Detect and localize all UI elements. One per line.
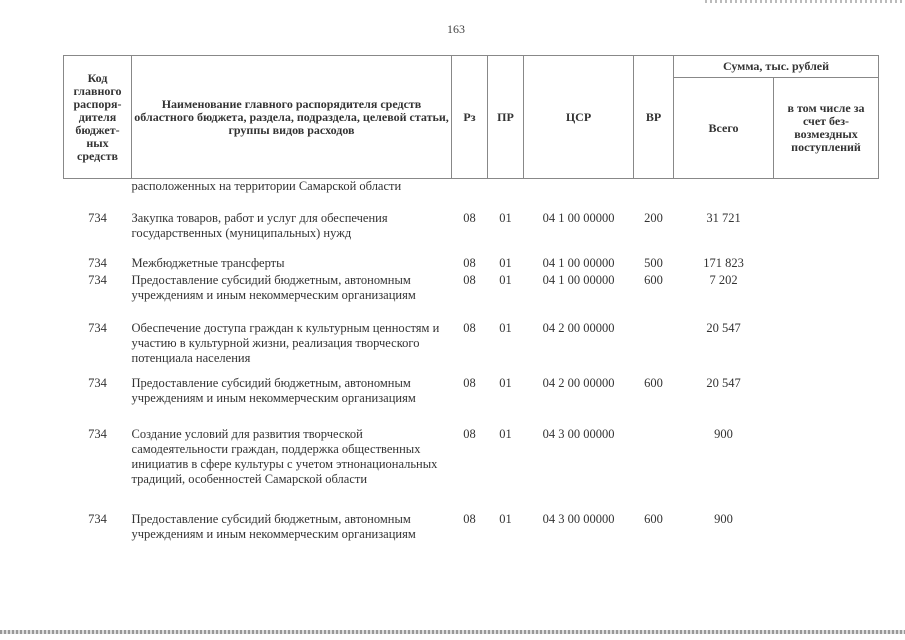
cell-csr: 04 1 00 00000 [542,210,615,225]
cell-rz: 08 [463,210,476,225]
budget-table [63,55,879,560]
cell-rz: 08 [463,511,476,526]
cell-vr: 200 [644,210,663,225]
table-row [64,179,879,211]
cell-rz [452,179,488,211]
cell-rz: 08 [463,375,476,390]
header-pr: ПР [488,56,524,179]
cell-grants [774,179,879,211]
table-row [64,273,879,321]
cell-code: 734 [88,272,107,287]
cell-name: Предоставление субсидий бюджетным, автономным учреждениям и иным некоммерческим организациям [131,375,416,405]
cell-pr: 01 [499,426,512,441]
cell-total: 31 721 [706,210,741,225]
cell-code: 734 [88,320,107,335]
cell-code: 734 [88,375,107,390]
cell-total: 900 [714,511,733,526]
cell-grants [774,273,879,321]
cell-csr: 04 1 00 00000 [542,255,615,270]
cell-csr: 04 3 00 00000 [542,426,615,441]
cell-code: 734 [88,426,107,441]
cell-name: Закупка товаров, работ и услуг для обеспечения государственных (муниципальных) нужд [131,210,388,240]
cell-csr [524,179,634,211]
cell-rz: 08 [463,255,476,270]
cell-csr: 04 3 00 00000 [542,511,615,526]
cell-total [674,179,774,211]
cell-total: 20 547 [706,375,741,390]
cell-vr [634,427,674,512]
cell-vr [634,179,674,211]
cell-vr: 600 [644,272,663,287]
header-rz: Рз [452,56,488,179]
table-row [64,512,879,560]
scan-artifact-bottom [0,630,905,634]
cell-total: 7 202 [709,272,738,287]
header-sum: Сумма, тыс. рублей [674,56,879,78]
cell-pr: 01 [499,375,512,390]
table-body [64,179,879,560]
cell-total: 171 823 [703,255,744,270]
cell-grants [774,256,879,273]
cell-rz: 08 [463,426,476,441]
cell-pr: 01 [499,210,512,225]
cell-name: Предоставление субсидий бюджетным, автономным учреждениям и иным некоммерческим организациям [131,511,416,541]
cell-total: 900 [714,426,733,441]
page-number: 163 [447,22,465,36]
cell-code: 734 [88,511,107,526]
table-row [64,256,879,273]
header-vr: ВР [634,56,674,179]
cell-name: Предоставление субсидий бюджетным, автономным учреждениям и иным некоммерческим организациям [131,272,416,302]
cell-grants [774,211,879,256]
table-row [64,376,879,427]
cell-grants [774,321,879,376]
header-total: Всего [674,78,774,179]
cell-code: 734 [88,255,107,270]
cell-pr: 01 [499,255,512,270]
table-row [64,321,879,376]
cell-code: 734 [88,210,107,225]
cell-pr: 01 [499,511,512,526]
cell-grants [774,427,879,512]
cell-csr: 04 2 00 00000 [542,320,615,335]
cell-total: 20 547 [706,320,741,335]
cell-csr: 04 1 00 00000 [542,272,615,287]
cell-csr: 04 2 00 00000 [542,375,615,390]
cell-vr: 600 [644,375,663,390]
header-name: Наименование главного распорядителя средств областного бюджета, раздела, подраздела, целевой статьи, группы видов расходов [132,56,452,179]
cell-pr: 01 [499,272,512,287]
header-code: Код главного распоря-дителя бюджет-ных средств [64,56,132,179]
table-row [64,211,879,256]
cell-name: Межбюджетные трансферты [131,255,285,270]
cell-name: Обеспечение доступа граждан к культурным ценностям и участию в культурной жизни, реализация творческого потенциала населения [131,320,440,365]
cell-vr: 500 [644,255,663,270]
cell-vr [634,321,674,376]
cell-name: Создание условий для развития творческой самодеятельности граждан, поддержка общественных инициатив в сфере культуры с учетом этнонациональных традиций, особенностей Самарской области [131,426,438,486]
header-csr: ЦСР [524,56,634,179]
header-incl-grants: в том числе за счет без-возмездных поступлений [774,78,879,179]
cell-pr: 01 [499,320,512,335]
cell-grants [774,376,879,427]
table-row [64,427,879,512]
cell-rz: 08 [463,320,476,335]
cell-pr [488,179,524,211]
cell-grants [774,512,879,560]
cell-vr: 600 [644,511,663,526]
cell-rz: 08 [463,272,476,287]
cell-name: расположенных на территории Самарской области [131,179,402,193]
scan-artifact-top [705,0,905,3]
cell-code [64,179,132,211]
